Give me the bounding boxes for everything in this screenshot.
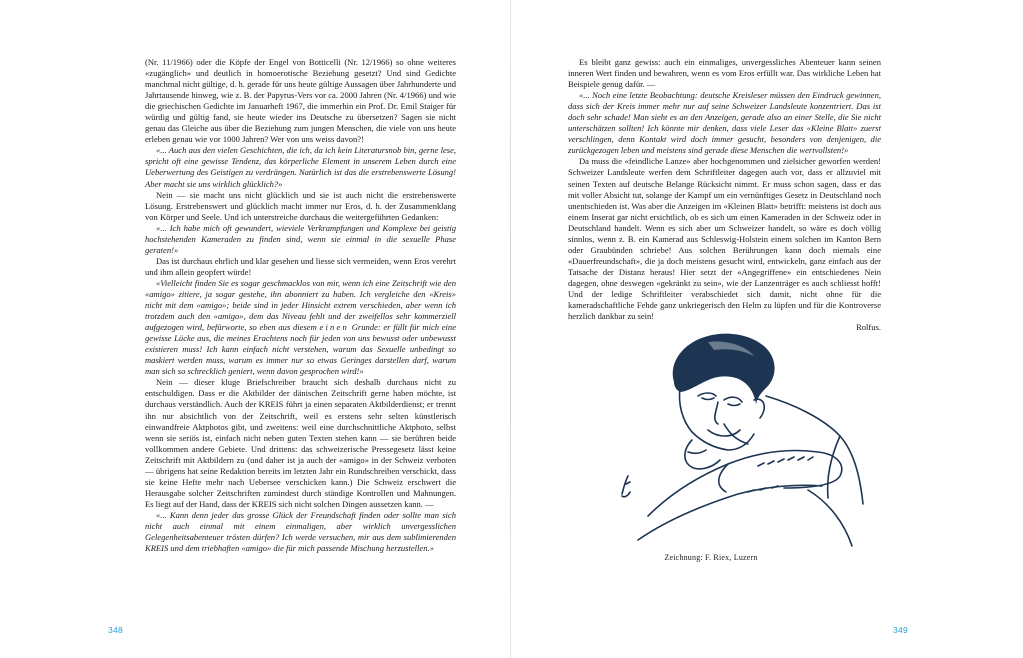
page-number: 348: [108, 625, 124, 635]
reader-quote: «... Noch eine letzte Beobachtung: deutsche Kreisleser müssen den Eindruck gewinnen, dass sich der Kreis immer mehr nur auf seine Schweizer Landsleute konzentriert. Das ist doch sehr schade! Man sieht es an den Anzeigen, gerade also an einer Stelle, die Sie nicht unterschätzen sollten! Ich könnte mir denken, dass viele Leser das «Kleine Blatt» zuerst verschlingen, denn Kontakt wird doch immer gesucht, besonders von denjenigen, die zurückgezogen leben und meistens sind gerade diese Menschen die wertvollsten!»: [568, 90, 881, 156]
left-text-column: [145, 57, 456, 554]
paragraph: Nein — sie macht uns nicht glücklich und sie ist auch nicht die erstrebenswerte Lösung. Erstrebenswert und glücklich macht immer nur Eros, d. h. der Zusammenklang von Körper und Seele. Und ich unterstreiche durchaus die weitergeführten Gedanken:: [145, 189, 456, 222]
illustration-young-man: [608, 326, 908, 548]
paragraph: Nein — dieser kluge Briefschreiber braucht sich deshalb durchaus nicht zu entschuldigen. Dass er die Aktbilder der dänischen Zeitschrift gerne haben möchte, ist durchaus verständlich. Auch der KREIS führt ja einen separaten Aktbilderdienst; er trennt ihn nur absichtlich von der Zeitschrift, weil es erstens sehr selten künstlerisch einwandfreie Aktphotos gibt, und zweitens: weil eine durchschnittliche Aktphoto, selbst wenn sie seriös ist, einfach nicht neben guten Texten stehen kann — sie berühren beide vollkommen andere Gebiete. Und drittens: das schweizerische Pressegesetz lässt keine Zeitschrift mit Aktbildern zu (und daher ist ja auch der «amigo» in der Schweiz verboten — übrigens hat seine Redaktion bereits im letzten Jahr ein Rundschreiben verschickt, dass sie keine Hefte mehr nach Uebersee verschicken kann.) Die Schweiz erschwert die Herausgabe solcher Zeitschriften zumindest durch ständige Kontrollen und Mahnungen. Es liegt auf der Hand, dass der KREIS sich nicht solchen Dingen aussetzen kann. —: [145, 377, 456, 509]
quote-part: «Vielleicht finden Sie es sogar geschmacklos von mir, wenn ich eine Zeitschrift wie den «amigo» zitiere, ja sogar gestehe, ihn abonniert zu haben. Ich vergleiche den «Kreis» nicht mit dem «amigo»; beide sind in jeder Hinsicht extrem verschieden, aber wenn ich trotzdem auch den «amigo», dem das Niveau fehlt und der zweifellos sehr kommerziell aufgezogen wird, befürworte, so eben aus diesem: [145, 277, 456, 333]
reader-quote: «... Ich habe mich oft gewundert, wieviele Verkrampfungen und Komplexe bei geistig hochstehenden Kameraden zu finden sind, wenn sie einmal in die sexuelle Phase geraten!»: [145, 222, 456, 255]
paragraph: Das ist durchaus ehrlich und klar gesehen und liesse sich vermeiden, wenn Eros verehrt und ihm allein geopfert würde!: [145, 255, 456, 277]
reader-quote: [145, 278, 456, 377]
reader-quote: «... Auch aus den vielen Geschichten, die ich, da ich kein Literatursnob bin, gerne lese, spricht oft eine gewisse Tendenz, das körperliche Element in unserem Leben durch eine Ueberwertung des Geistigen zu verdrängen. Natürlich ist das die erstrebenswerte Lösung! Aber macht sie uns wirklich glücklich?»: [145, 145, 456, 189]
right-text-column: [568, 57, 881, 333]
spaced-emphasis: einen: [319, 322, 349, 333]
reader-quote: «... Kann denn jeder das grosse Glück der Freundschaft finden oder sollte man sich nicht auch einmal mit einem einmaligen, aber wirklich unvergesslichen Gelegenheitsabenteuer trösten dürfen? Ich werde versuchen, mir aus dem sublimierenden KREIS und dem triebhaften «amigo» die für mich passende Mischung herzustellen.»: [145, 509, 456, 554]
right-page: [511, 0, 1023, 658]
paragraph: Da muss die «feindliche Lanze» aber hochgenommen und zielsicher geworfen werden! Schweizer Landsleute werfen dem Schriftleiter dagegen auch vor, dass er allzuviel mit seinen Texten auf deutsche Belange Rücksicht nimmt. Er muss schon sagen, dass er das mit voller Absicht tut, solange der Kampf um ein vernünftiges Gesetz in Deutschland noch unentschieden ist. Was aber die Anzeigen im «Kleinen Blatt» betrifft: meistens ist doch aus einem Inserat gar nicht ersichtlich, ob es sich um einen Kameraden in der Schweiz oder in Deutschland handelt. Wenn es sich aber um Schweizer handelt, so wäre es doch völlig sinnlos, wenn z. B. ein Kamerad aus Schleswig-Holstein einem solchen im Kanton Bern oder Graubünden schriebe! Aus solchen Berührungen kann doch niemals eine «Dauerfreundschaft», die ja doch meistens gesucht wird, entwickeln, ganz einfach aus der Tatsache der Distanz heraus! Hier setzt der «Angegriffene» ein entschiedenes Nein dagegen, ohne deswegen «gekränkt zu sein», wie der Lanzenträger es auch schliesst hofft! Und der ledige Schriftleiter verabschiedet sich damit, nicht ohne für die kameradschaftliche Fehde ganz unkriegerisch den Helm zu lüpfen und für die Kontroverse herzlich dankbar zu sein!: [568, 156, 881, 322]
paragraph: Es bleibt ganz gewiss: auch ein einmaliges, unvergessliches Abenteuer kann seinen inneren Wert finden und bewahren, wenn es vom Eros erfüllt war. Das wirkliche Leben hat Beispiele genug dafür. —: [568, 57, 881, 90]
illustration-caption: Zeichnung: F. Riex, Luzern: [664, 553, 758, 562]
paragraph: (Nr. 11/1966) oder die Köpfe der Engel von Botticelli (Nr. 12/1966) so ohne weiteres «zugänglich» und deutlich in homoerotische Beziehung gesetzt? Und sind Gedichte manchmal nicht gültige, d. h. gerade für uns heute gültige Aussagen über Jahrhunderte und Jahrtausende hinweg, wie z. B. der Papyrus-Vers vor ca. 2000 Jahren (Nr. 4/1966) und wie die griechischen Gedichte im Januarheft 1967, die immerhin ein Prof. Dr. Emil Staiger für würdig und gültig fand, sie heute wieder ins Deutsche zu übersetzen? Sagen sie nicht genau das Gleiche aus über die Beziehung zum jungen Menschen, die viele von uns heute erleben genau wie vor 1000 Jahren? Wer von uns weiss davon?!: [145, 57, 456, 145]
page-number: 349: [893, 625, 909, 635]
quote-part: Grunde: er füllt für mich eine gewisse Lücke aus, die meines Erachtens noch für jeden von uns bewusst oder unbewusst existieren muss! Ich kann einfach nicht verstehen, warum das Sexuelle unbedingt so maskiert werden muss, warum es immer nur so etwas Geringes darstellen darf, warum man sich so schrecklich geniert, wenn davon gesprochen wird!»: [145, 322, 456, 377]
left-page: [0, 0, 510, 658]
signature: Rolfus.: [856, 322, 881, 333]
